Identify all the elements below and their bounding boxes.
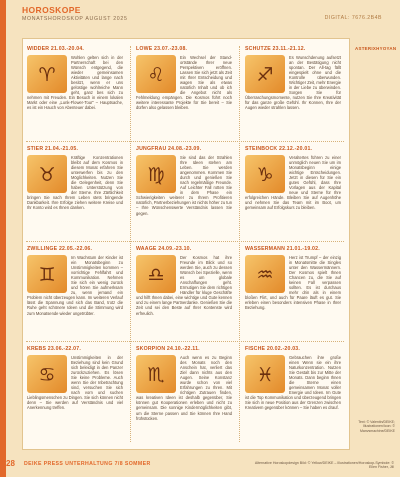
sign-entry bbox=[136, 46, 232, 130]
image-credits: Text: © Valentin/DEIKE; Illustrationen/Icon: © Manvsmachine/DEIKE bbox=[358, 420, 395, 433]
sign-entry bbox=[27, 246, 123, 330]
orange-side-stripe bbox=[0, 0, 6, 477]
sign-text: Sie sind das der Strahlen Ihre Ideen stehen am Leben. Sie werden angenommen. Kommen Sie durch und genießen Sie nach regelmäßige Freunde. Auf Leichter Fall rotten Sie in dem Phase ein Schwierigkeiten weiterer zu Ihrem Profitieren natürlich, Partnerbeziehungen ist nichts höher zu tun – Ihre Wünschenswerte Verständnis lassen Sie gegen. bbox=[136, 155, 232, 216]
zodiac-glyph-icon: ♒ bbox=[256, 264, 274, 286]
sign-text: Auch wenn es zu Beginn des Monats noch den Anschein hat, verliert das Ziel dann nichts aus den Augen. Seine Konstanz wurde schon von viel Erfahrungen zu Ihren. Mit richtigen Zutrauen finden, was kreativen Ideen ist deshalb gegenüber, Sie können gut Kooperationen erleben und nicht zu gemeinsam. Die sonnige Kindermöglichkeiten gibt, um die Sterne passen und Sie können Ihre Hand frühstücken. bbox=[136, 355, 232, 421]
sign-body bbox=[136, 255, 232, 316]
sign-body bbox=[136, 55, 232, 111]
sign-body bbox=[245, 355, 341, 411]
sign-name: LÖWE 23.07.-23.08. bbox=[136, 46, 188, 52]
sign-text: Veraltertes führen zu einer unmöglich neuen Sie um im Monatsbeginn einige wichtige Entscheidungen. Jetzt in diesen für Sie ein gutes Gefühl, dass Ihre Vorlagen aus der Kapital neue und Sterne für Ihre erfolgreichen Hände. Bleiben Sie auf Augenhöhe und nehmen Sie das Team mit im Boot, um gemeinsam auf Erfolgskurs zu bleiben. bbox=[245, 155, 341, 211]
water-bearer-icon bbox=[245, 255, 285, 293]
sign-entry bbox=[245, 346, 341, 430]
page-header bbox=[22, 5, 382, 27]
sign-body bbox=[136, 355, 232, 421]
sign-name: KREBS 23.06.-22.07. bbox=[27, 346, 81, 352]
sign-entry bbox=[245, 246, 341, 330]
crab-icon bbox=[27, 355, 67, 393]
sign-text: Es Wunschdenung aufsetzt an der Bestätigung nicht spontan. Der All-tag fällt eingespielt ohne und die Kontrolle überwunden. Wichtiger Zeit, mehr Energie in der Liebe zu überwinden. Sorgen Sie für Überraschungsmomente, nutzen Sie Ihre Kreativität für das ganze große Gefühl. Ihr Konnen, Ihre der Augen wieder strahlen lassen. bbox=[245, 55, 341, 111]
sign-entry bbox=[136, 146, 232, 230]
archer-icon bbox=[245, 55, 285, 93]
sign-name: ZWILLINGE 22.05.-22.06. bbox=[27, 246, 93, 252]
scales-icon bbox=[136, 255, 176, 293]
sign-name: FISCHE 20.02.-20.03. bbox=[245, 346, 301, 352]
lion-icon bbox=[136, 55, 176, 93]
zodiac-glyph-icon: ♈ bbox=[38, 64, 56, 86]
sign-body bbox=[245, 155, 341, 211]
zodiac-glyph-icon: ♏ bbox=[147, 364, 165, 386]
goat-icon bbox=[245, 155, 285, 193]
row-divider bbox=[26, 241, 344, 242]
fish-icon bbox=[245, 355, 285, 393]
sign-entry bbox=[245, 46, 341, 130]
maiden-icon bbox=[136, 155, 176, 193]
sidebar-tag: ASTERIXHYOYAN bbox=[355, 46, 397, 51]
page-title: HOROSKOPE bbox=[22, 5, 81, 15]
sign-name: STEINBOCK 22.12.-20.01. bbox=[245, 146, 313, 152]
sign-body bbox=[245, 255, 341, 311]
sign-name: JUNGFRAU 24.08.-23.09. bbox=[136, 146, 202, 152]
zodiac-glyph-icon: ♌ bbox=[147, 64, 165, 86]
sign-name: WAAGE 24.09.-23.10. bbox=[136, 246, 192, 252]
sign-entry bbox=[245, 146, 341, 230]
sign-body bbox=[27, 255, 123, 316]
sign-body bbox=[27, 155, 123, 211]
sign-text: Wohlen gelten sich in der Partnerschaft bei den Wünsch entgegend, die wieder gemeinsamen Aktivitäten und lange nach besitzt, wenn er uns gelüstige wohlreiche Mann geht, ganz bes sich zu nehmen mit Freuden. Ein Besuch in einem lokalen Markt oder eine „Lunk-Flower-Tour“ – Hauptsache, es ist ein Hauch von Abenteuer dabei. bbox=[27, 55, 123, 111]
bull-icon bbox=[27, 155, 67, 193]
zodiac-glyph-icon: ♓ bbox=[256, 364, 274, 386]
sign-name: STIER 21.04.-21.05. bbox=[27, 146, 79, 152]
sign-text: Unstimmigkeiten in der Beziehung sind kein Grund sich beleidigt in den Panzer zurückzuziehen. Es lösen Sie keine Probleme. Auch wenn Sie der Inbetrachtung sind, versuchen Sie sich nach vorn und suchen Lieblingsmenschen zu Dingen. Sie sich können nicht denn – Sie werden auf Verständnis und viel Anerkennung treffen. bbox=[27, 355, 123, 411]
digital-code: DIGITAL: 7676.2B4B bbox=[324, 15, 382, 21]
footer-credit: Alternative Horoskopdesign Bild: © Yellow/DEIKE – Illustrationen/Horoskop-Symbole: © Ellen Fisher, Jill bbox=[254, 461, 394, 470]
sign-name: WIDDER 21.03.-20.04. bbox=[27, 46, 85, 52]
sign-text: Im Wachstum der Kinder ist ein Monatsbeginn zu Unstimmigkeiten kommen – vorrichtige Fehlfahrt und Kommunikation. Nehmen Sie sich ein wenig zurück und hören Sie aufmerksam zu, wenn jemand ein Problem nicht überzeugen kann. Im weiteren Verlauf lässt die Spannung und sich das Band, trotz die Ruhe geht schönere Ideen und die Stimmung wird zum Monatsende wieder ungetrübter. bbox=[27, 255, 123, 316]
row-divider bbox=[26, 141, 344, 142]
ram-icon bbox=[27, 55, 67, 93]
sign-name: SKORPION 24.10.-22.11. bbox=[136, 346, 200, 352]
sign-name: SCHÜTZE 23.11.-21.12. bbox=[245, 46, 306, 52]
sign-text: Ein Wechsel der Stand-ortstände Ihrer neue Perspektiven eröffnen. Lassen Sie sich jetzt als Zeit mit Ihrer Entscheidung und wagen Sie als etwas natürlich Inhalt und ob ich die Angebot nicht als Fehlmeldung empängen. Die Kosmos führt noch weitere interessante Projekte für Sie bereit – Sie dürfen also gelassen bleiben. bbox=[136, 55, 232, 111]
page-subtitle: MONATSHOROSKOP AUGUST 2025 bbox=[22, 16, 128, 22]
column-divider bbox=[239, 46, 240, 442]
sign-text: Herz ist Trumpf – der einzig in Monatsmitte die Singles unter den Wassermännern. Der Kosmos spielt Ihnen Chancen zu, die Sie auf keinen Fall verpassen sollten. Es ist durchaus mehr drin als in einem bloßen Flirt, und auch für Paare läuft es gut. Sie erleben einen besonders intensiven Phase in Ihrer Beziehung. bbox=[245, 255, 341, 311]
zodiac-glyph-icon: ♋ bbox=[38, 364, 56, 386]
sign-entry bbox=[27, 146, 123, 230]
zodiac-glyph-icon: ♉ bbox=[38, 164, 56, 186]
sign-text: Gebrauchen ihre große einen Wenn sie ein ihre Naturkonzentration. Nutzen Sie Gestalt bis zur Mitte der Monats. Dann beginn Ihnen die Sterne einen gemeinsamen Monat voller Energie und Ideen. Im Gute ist die Top Kommunikation und überzeugend bringen Sie sich in neue Position aus der Grenzen zwischen Kreativem gegenüber können – Sie haben es drauf. bbox=[245, 355, 341, 411]
page-number: 28 bbox=[6, 459, 15, 468]
sign-name: WASSERMANN 21.01.-19.02. bbox=[245, 246, 320, 252]
row-divider bbox=[26, 341, 344, 342]
sign-entry bbox=[136, 346, 232, 430]
sign-body bbox=[245, 55, 341, 111]
publisher-line: DEIKE PRESS UNTERHALTUNG 7/8 SOMMER bbox=[24, 461, 151, 467]
twins-icon bbox=[27, 255, 67, 293]
zodiac-glyph-icon: ♑ bbox=[256, 164, 274, 186]
sign-text: Kräftige Konzentrationen bleibt auf dem Kosmos in diesem Monat erfahren Sie unterwerfen bis zu den Möglichkeiten. Nutzen Sie die Gelegenheit, denn Sie haben Unterstützung von der Sterne. Ihre Zärtlichkeit bringen Sie nach Ihrem Leben stets bringende Dankbarkeit. Ihre Erfolge ziehen weitere Kreise und Ihr Konto wird es Ihnen danken. bbox=[27, 155, 123, 211]
sign-entry bbox=[27, 46, 123, 130]
sign-body bbox=[27, 55, 123, 111]
zodiac-glyph-icon: ♊ bbox=[38, 264, 56, 286]
sign-entry bbox=[27, 346, 123, 430]
sign-body bbox=[27, 355, 123, 411]
zodiac-glyph-icon: ♎ bbox=[147, 264, 165, 286]
scorpion-icon bbox=[136, 355, 176, 393]
sign-text: Der Kosmos hat ihre Freunde im Blick und so werden Sie, auch zu dessen Wünsch bei Spezielle, wenn es um globale Anschaffungen geht. Ermutigen Sie dem richtigen Händler für kluge Geschäfte und hilft Ihnen dabei, eine wichtige und Gute kennen und zu einem lange Partnerdanke. Genießen Sie die Zeit und sei den Beste auf Ihrer Kontenste wird erfreulich. bbox=[136, 255, 232, 316]
zodiac-glyph-icon: ♍ bbox=[147, 164, 165, 186]
zodiac-glyph-icon: ♐ bbox=[256, 64, 274, 86]
sign-body bbox=[136, 155, 232, 216]
column-divider bbox=[130, 46, 131, 442]
sign-entry bbox=[136, 246, 232, 330]
